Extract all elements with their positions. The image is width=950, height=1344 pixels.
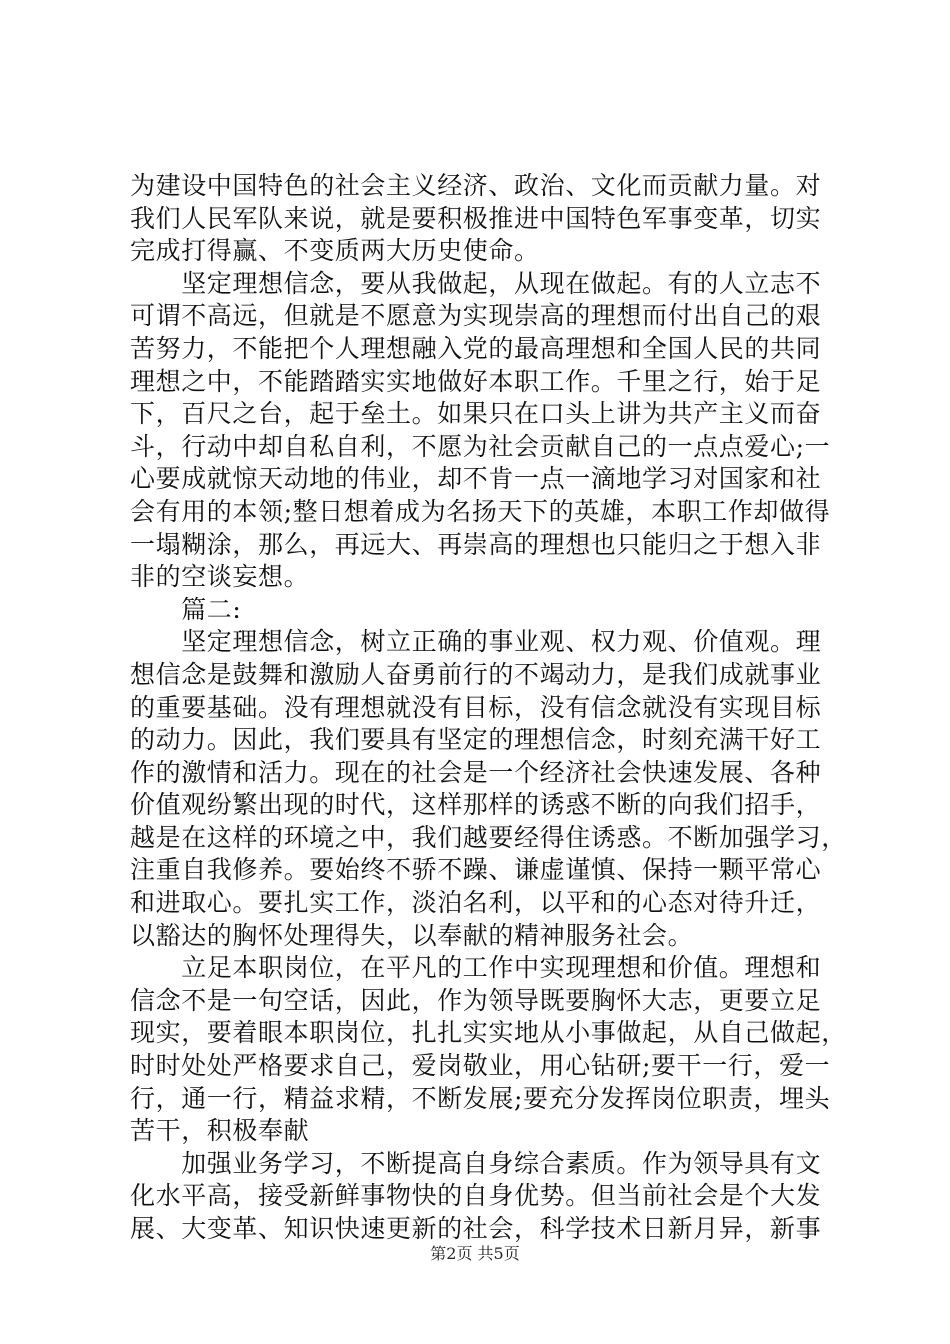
text-line: 越是在这样的环境之中，我们越要经得住诱惑。不断加强学习， <box>130 822 847 852</box>
text-line: 信念不是一句空话，因此，作为领导既要胸怀大志，更要立足 <box>130 985 822 1015</box>
text-line: 会有用的本领;整日想着成为名扬天下的英雄，本职工作却做得 <box>130 496 831 526</box>
section-heading: 篇二: <box>130 594 242 624</box>
text-line: 苦干，积极奉献 <box>130 1116 310 1146</box>
text-line: 心要成就惊天动地的伟业，却不肯一点一滴地学习对国家和社 <box>130 464 822 494</box>
text-line: 坚定理想信念，要从我做起，从现在做起。有的人立志不 <box>130 268 822 298</box>
text-line: 的动力。因此，我们要具有坚定的理想信念，时刻充满干好工 <box>130 725 822 755</box>
text-line: 现实，要着眼本职岗位，扎扎实实地从小事做起，从自己做起， <box>130 1018 847 1048</box>
text-line: 为建设中国特色的社会主义经济、政治、文化而贡献力量。对 <box>130 171 822 200</box>
text-line: 一塌糊涂，那么，再远大、再崇高的理想也只能归之于想入非 <box>130 529 822 559</box>
text-line: 我们人民军队来说，就是要积极推进中国特色军事变革，切实 <box>130 203 822 233</box>
page-number-footer: 第2页 共5页 <box>430 1244 520 1263</box>
text-line: 展、大变革、知识快速更新的社会，科学技术日新月异，新事 <box>130 1214 822 1243</box>
text-line: 的重要基础。没有理想就没有目标，没有信念就没有实现目标 <box>130 692 822 722</box>
text-line: 完成打得赢、不变质两大历史使命。 <box>130 236 540 266</box>
text-line: 加强业务学习，不断提高自身综合素质。作为领导具有文 <box>130 1148 822 1178</box>
text-line: 可谓不高远，但就是不愿意为实现崇高的理想而付出自己的艰 <box>130 301 822 331</box>
text-line: 非的空谈妄想。 <box>130 562 310 592</box>
text-line: 立足本职岗位，在平凡的工作中实现理想和价值。理想和 <box>130 953 822 983</box>
text-line: 理想之中，不能踏踏实实地做好本职工作。千里之行，始于足 <box>130 366 822 396</box>
text-line: 斗，行动中却自私自利，不愿为社会贡献自己的一点点爱心;一 <box>130 431 831 461</box>
text-line: 作的激情和活力。现在的社会是一个经济社会快速发展、各种 <box>130 757 822 787</box>
text-line: 行，通一行，精益求精，不断发展;要充分发挥岗位职责，埋头 <box>130 1083 831 1113</box>
body-text <box>130 170 847 1246</box>
text-line: 化水平高，接受新鲜事物快的自身优势。但当前社会是个大发 <box>130 1181 822 1211</box>
text-line: 坚定理想信念，树立正确的事业观、权力观、价值观。理 <box>130 627 822 657</box>
text-line: 时时处处严格要求自己，爱岗敬业，用心钻研;要干一行，爱一 <box>130 1051 831 1081</box>
text-line: 苦努力，不能把个人理想融入党的最高理想和全国人民的共同 <box>130 333 822 363</box>
text-line: 下，百尺之台，起于垒土。如果只在口头上讲为共产主义而奋 <box>130 399 822 429</box>
text-line: 以豁达的胸怀处理得失，以奉献的精神服务社会。 <box>130 920 694 950</box>
text-line: 想信念是鼓舞和激励人奋勇前行的不竭动力，是我们成就事业 <box>130 659 822 689</box>
text-line: 价值观纷繁出现的时代，这样那样的诱惑不断的向我们招手， <box>130 790 822 820</box>
text-line: 和进取心。要扎实工作，淡泊名利，以平和的心态对待升迁， <box>130 888 822 918</box>
text-line: 注重自我修养。要始终不骄不躁、谦虚谨慎、保持一颗平常心 <box>130 855 822 885</box>
